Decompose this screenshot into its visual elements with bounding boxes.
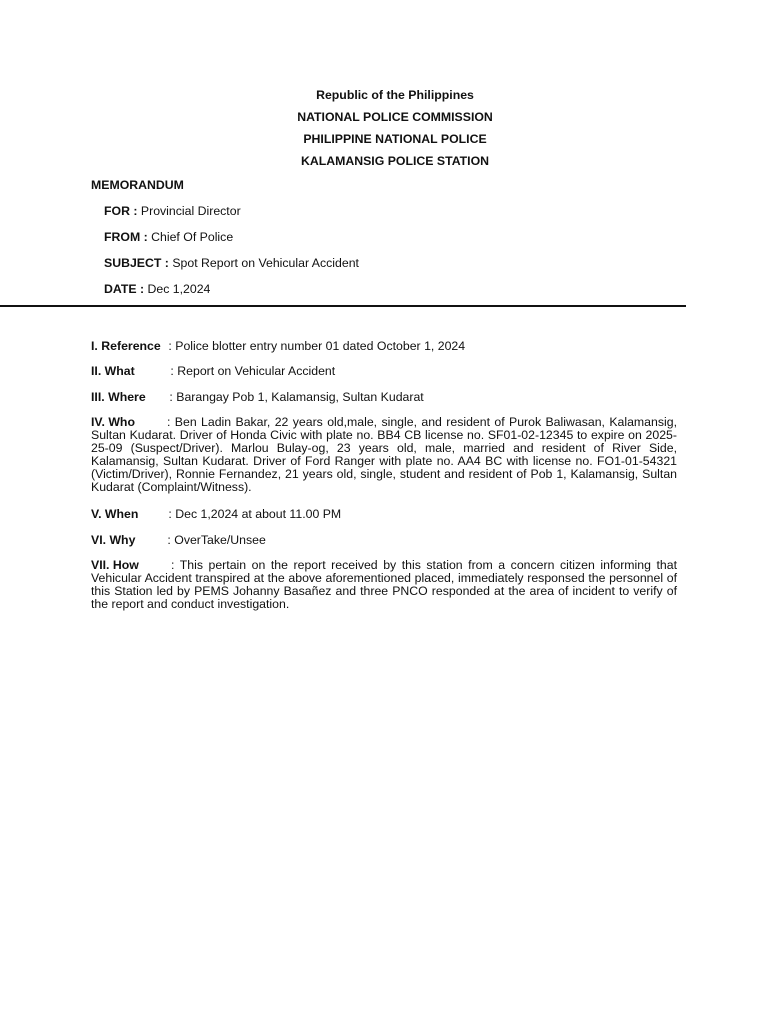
memo-for-value: Provincial Director [140, 204, 241, 218]
header-napolcom: NATIONAL POLICE COMMISSION [297, 110, 493, 124]
memo-from-label: FROM : [104, 230, 148, 244]
how-label: VII. How [91, 558, 139, 572]
reference-row [91, 339, 465, 353]
who-paragraph [91, 416, 677, 494]
header-station: KALAMANSIG POLICE STATION [300, 154, 490, 168]
memo-from [104, 230, 233, 244]
why-value: : OverTake/Unsee [167, 533, 266, 547]
why-label: VI. Why [91, 533, 136, 547]
reference-value: : Police blotter entry number 01 dated October 1, 2024 [168, 339, 466, 353]
who-label: IV. Who [91, 415, 135, 429]
why-row [91, 533, 266, 547]
where-row [91, 390, 424, 404]
memo-date-label: DATE : [104, 282, 145, 296]
memo-for [104, 204, 241, 218]
when-value: : Dec 1,2024 at about 11.00 PM [168, 507, 342, 521]
what-label: II. What [91, 364, 135, 378]
when-label: V. When [91, 507, 139, 521]
memo-for-label: FOR : [104, 204, 138, 218]
memo-subject-label: SUBJECT : [104, 256, 169, 270]
where-label: III. Where [91, 390, 146, 404]
memo-date [104, 282, 210, 296]
where-value: : Barangay Pob 1, Kalamansig, Sultan Kudarat [169, 390, 424, 404]
memo-subject-value: Spot Report on Vehicular Accident [172, 256, 359, 270]
how-value: : This pertain on the report received by this station from a concern citizen informing that Vehicular Accident transpired at the above aforementioned placed, immediately responsed the personnel of this Station led by PEMS Johanny Basañez and three PNCO responded at the area of incident to verify of the report and conduct investigation. [91, 558, 677, 611]
memo-date-value: Dec 1,2024 [147, 282, 211, 296]
divider-line [0, 305, 686, 307]
what-value: : Report on Vehicular Accident [170, 364, 336, 378]
how-paragraph [91, 559, 677, 611]
memo-from-value: Chief Of Police [151, 230, 234, 244]
letterhead [0, 87, 768, 175]
what-row [91, 364, 335, 378]
header-republic: Republic of the Philippines [316, 88, 474, 102]
reference-label: I. Reference [91, 339, 161, 353]
memo-subject [104, 256, 359, 270]
when-row [91, 507, 341, 521]
header-pnp: PHILIPPINE NATIONAL POLICE [303, 132, 487, 146]
who-value: : Ben Ladin Bakar, 22 years old,male, single, and resident of Purok Baliwasan, Kalamansig, Sultan Kudarat. Driver of Honda Civic with plate no. BB4 CB license no. SF01-02-12345 to expire on 2025-25-09 (Suspect/Driver). Marlou Bulay-og, 23 years old, male, married and resident of River Side, Kalamansig, Sultan Kudarat. Driver of Ford Ranger with plate no. AA4 BC with license no. FO1-01-54321 (Victim/Driver), Ronnie Fernandez, 21 years old, single, student and resident of Pob 1, Kalamansig, Sultan Kudarat (Complaint/Witness). [91, 415, 677, 494]
memo-title: MEMORANDUM [91, 178, 184, 192]
